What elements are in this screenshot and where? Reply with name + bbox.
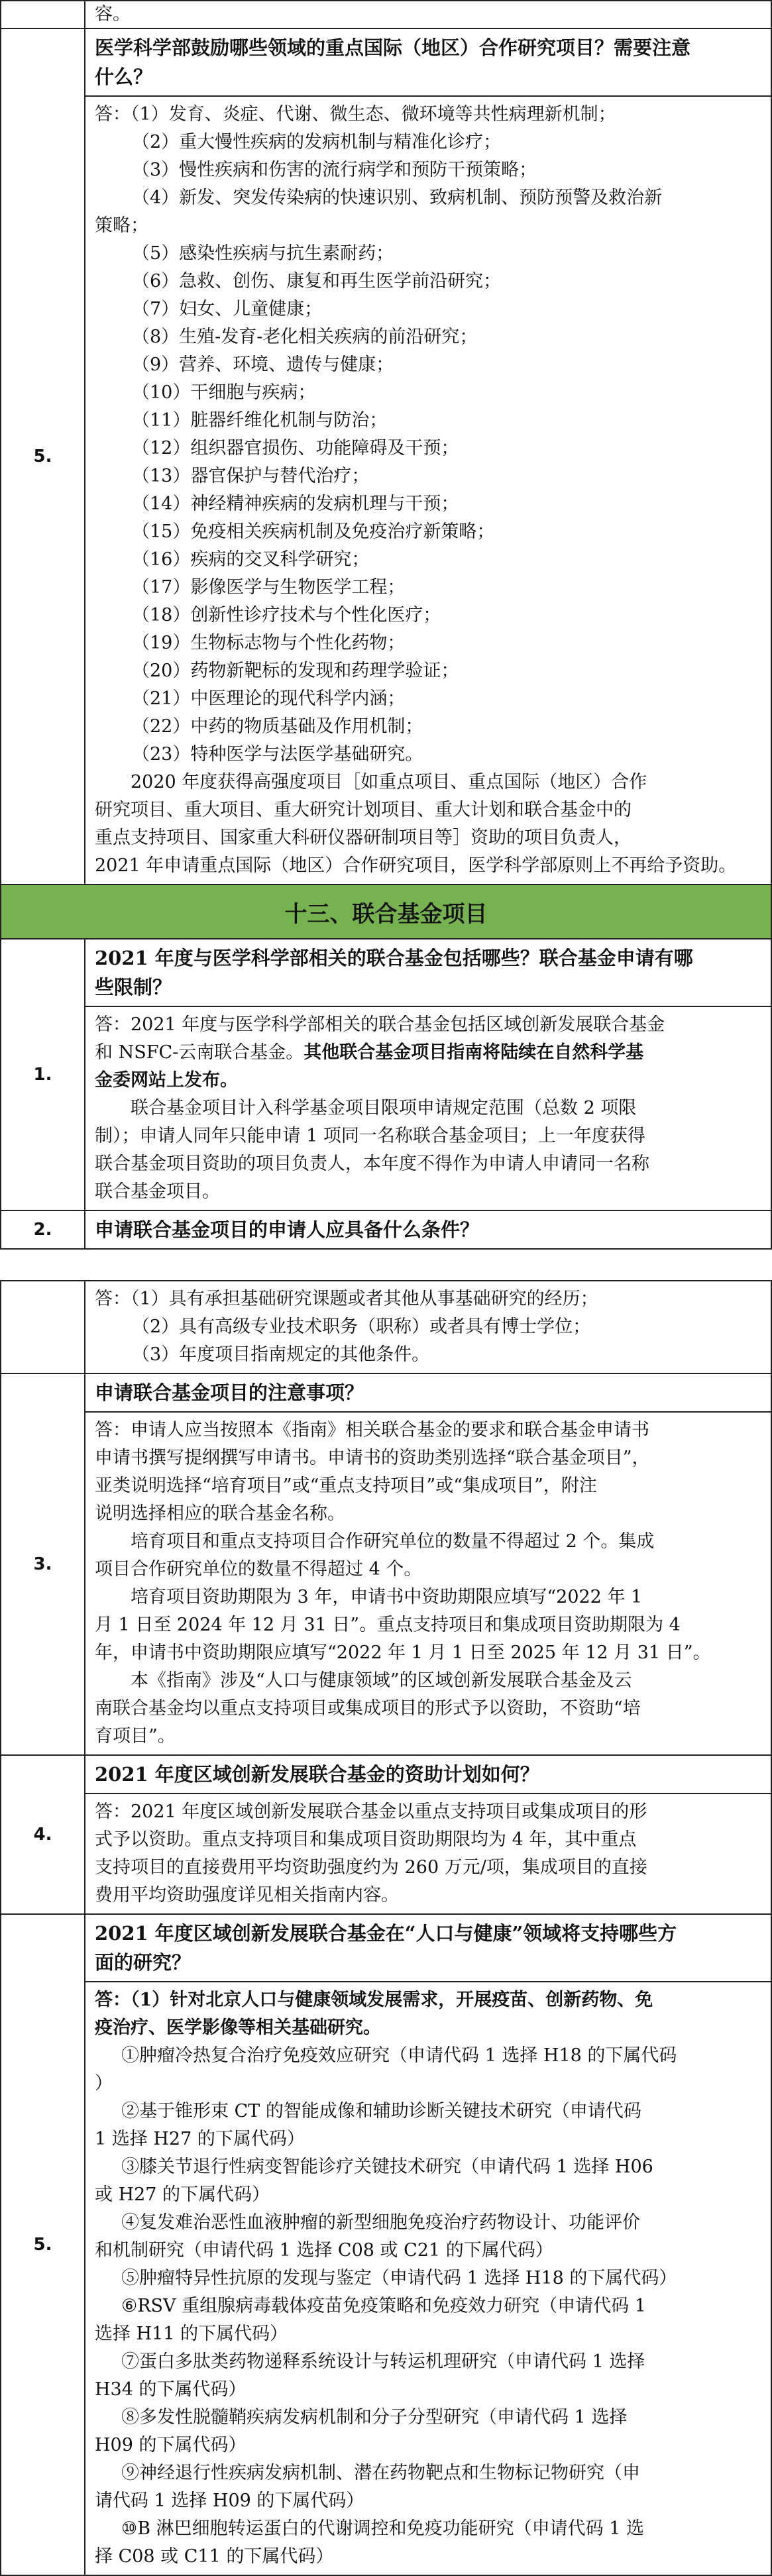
- row-number: 5.: [1, 28, 85, 885]
- answer-cell: 答：（1）针对北京人口与健康领域发展需求，开展疫苗、创新药物、免 疫治疗、医学影像等相关基础研究。 ①肿瘤冷热复合治疗免疫效应研究（申请代码 1 选择 H18 的下属代码 ） ②基于锥形束 CT 的智能成像和辅助诊断关键技术研究（申请代码 1 选择 H27 的下属代码） ③膝关节退行性病变智能诊疗关键技术研究（申请代码 1 选择 H06 或 H27 的下属代码） ④复发难治恶性血液肿瘤的新型细胞免疫治疗药物设计、功能评价 和机制研究（申请代码 1 选择 C08 或 C21 的下属代码） ⑤肿瘤特异性抗原的发现与鉴定（申请代码 1 选择 H18 的下属代码） ⑥RSV 重组腺病毒载体疫苗免疫策略和免疫效力研究（申请代码 1 选择 H11 的下属代码） ⑦蛋白多肽类药物递释系统设计与转运机理研究（申请代码 1 选择 H34 的下属代码） ⑧多发性脱髓鞘疾病发病机制和分子分型研究（申请代码 1 选择 H09 的下属代码） ⑨神经退行性疾病发病机制、潜在药物靶点和生物标记物研究（申 请代码 1 选择 H09 的下属代码） ⑩B 淋巴细胞转运蛋白的代谢调控和免疫功能研究（申请代码 1 选 择 C08 或 C11 的下属代码）: [85, 1982, 771, 2575]
- answer-fragment: 容。: [85, 1, 771, 28]
- question-cell: 申请联合基金项目的申请人应具备什么条件？: [85, 1210, 771, 1249]
- answer-cell: 答：（1）发育、炎症、代谢、微生态、微环境等共性病理新机制； （2）重大慢性疾病的发病机制与精准化诊疗； （3）慢性疾病和伤害的流行病学和预防干预策略； （4）新发、突发传染病的快速识别、致病机制、预防预警及救治新 策略； （5）感染性疾病与抗生素耐药； （6）急救、创伤、康复和再生医学前沿研究； （7）妇女、儿童健康； （8）生殖-发育-老化相关疾病的前沿研究； （9）营养、环境、遗传与健康； （10）干细胞与疾病； （11）脏器纤维化机制与防治； （12）组织器官损伤、功能障碍及干预； （13）器官保护与替代治疗； （14）神经精神疾病的发病机理与干预； （15）免疫相关疾病机制及免疫治疗新策略； （16）疾病的交叉科学研究； （17）影像医学与生物医学工程； （18）创新性诊疗技术与个性化医疗； （19）生物标志物与个性化药物； （20）药物新靶标的发现和药理学验证； （21）中医理论的现代科学内涵； （22）中药的物质基础及作用机制； （23）特种医学与法医学基础研究。 2020 年度获得高强度项目［如重点项目、重点国际（地区）合作 研究项目、重大项目、重大研究计划项目、重大计划和联合基金中的 重点支持项目、国家重大科研仪器研制项目等］资助的项目负责人， 2021 年申请重点国际（地区）合作研究项目，医学科学部原则上不再给予资助。: [85, 96, 771, 885]
- table-row: [1, 939, 771, 1006]
- table-row: [1, 1982, 771, 2575]
- page-break-gap: [0, 1250, 772, 1280]
- faq-table-top: [0, 0, 772, 1250]
- answer-cell: 答：2021 年度区域创新发展联合基金以重点支持项目或集成项目的形 式予以资助。重点支持项目和集成项目资助期限均为 4 年，其中重点 支持项目的直接费用平均资助强度约为 260 万元/项，集成项目的直接 费用平均资助强度详见相关指南内容。: [85, 1794, 771, 1914]
- question-cell: 申请联合基金项目的注意事项？: [85, 1373, 771, 1412]
- table-row: [1, 1914, 771, 1982]
- table-row: [1, 1755, 771, 1794]
- section-title: 十三、联合基金项目: [1, 885, 771, 939]
- answer-cell: 答：（1）具有承担基础研究课题或者其他从事基础研究的经历； （2）具有高级专业技术职务（职称）或者具有博士学位； （3）年度项目指南规定的其他条件。: [85, 1281, 771, 1373]
- table-row: [1, 1794, 771, 1914]
- row-number: 3.: [1, 1373, 85, 1755]
- answer-cell: 答：2021 年度与医学科学部相关的联合基金包括区域创新发展联合基金 和 NSFC-云南联合基金。其他联合基金项目指南将陆续在自然科学基 金委网站上发布。 联合基金项目计入科学基金项目限项申请规定范围（总数 2 项限 制）；申请人同年只能申请 1 项同一名称联合基金项目；上一年度获得 联合基金项目资助的项目负责人，本年度不得作为申请人申请同一名称 联合基金项目。: [85, 1006, 771, 1210]
- table-row: [1, 1281, 771, 1373]
- table-row: [1, 1412, 771, 1755]
- table-row: [1, 1373, 771, 1412]
- emphasis-text: 其他联合基金项目指南将陆续在自然科学基: [303, 1042, 644, 1063]
- row-number: 5.: [1, 1914, 85, 2575]
- table-row: [1, 1, 771, 28]
- row-number-empty: [1, 1, 85, 28]
- row-number: 4.: [1, 1755, 85, 1914]
- row-number-empty: [1, 1281, 85, 1373]
- question-cell: 2021 年度区域创新发展联合基金的资助计划如何？: [85, 1755, 771, 1794]
- emphasis-text: 金委网站上发布。: [95, 1070, 238, 1091]
- question-cell: 2021 年度区域创新发展联合基金在“人口与健康”领域将支持哪些方 面的研究？: [85, 1914, 771, 1982]
- row-number: 2.: [1, 1210, 85, 1249]
- table-row: [1, 96, 771, 885]
- table-row: [1, 1210, 771, 1249]
- question-cell: 医学科学部鼓励哪些领域的重点国际（地区）合作研究项目？需要注意 什么？: [85, 28, 771, 96]
- table-row: [1, 1006, 771, 1210]
- question-cell: 2021 年度与医学科学部相关的联合基金包括哪些？联合基金申请有哪 些限制？: [85, 939, 771, 1006]
- answer-cell: 答：申请人应当按照本《指南》相关联合基金的要求和联合基金申请书 申请书撰写提纲撰写申请书。申请书的资助类别选择“联合基金项目”， 亚类说明选择“培育项目”或“重点支持项目”或“集成项目”，附注 说明选择相应的联合基金名称。 培育项目和重点支持项目合作研究单位的数量不得超过 2 个。集成 项目合作研究单位的数量不得超过 4 个。 培育项目资助期限为 3 年，申请书中资助期限应填写“2022 年 1 月 1 日至 2024 年 12 月 31 日”。重点支持项目和集成项目资助期限为 4 年，申请书中资助期限应填写“2022 年 1 月 1 日至 2025 年 12 月 31 日”。 本《指南》涉及“人口与健康领域”的区域创新发展联合基金及云 南联合基金均以重点支持项目或集成项目的形式予以资助，不资助“培 育项目”。: [85, 1412, 771, 1755]
- section-header-row: [1, 885, 771, 939]
- row-number: 1.: [1, 939, 85, 1210]
- table-row: [1, 28, 771, 96]
- faq-table-bottom: [0, 1280, 772, 2576]
